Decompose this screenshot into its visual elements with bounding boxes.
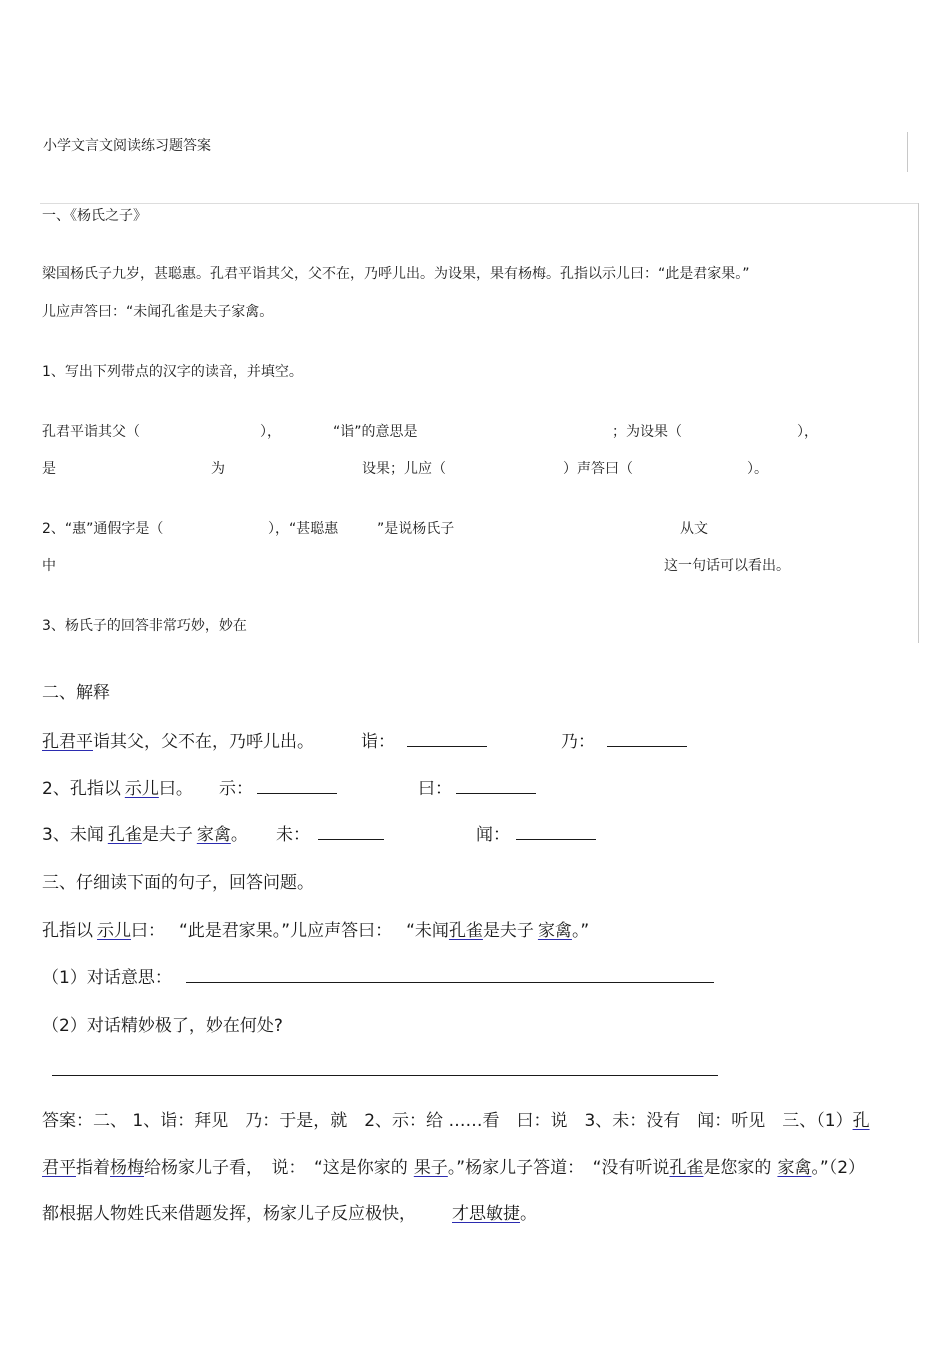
- underlined-term: 孔雀: [669, 1158, 704, 1178]
- page-border-top-right: [907, 132, 908, 172]
- passage-line-2: 儿应声答曰：“未闻孔雀是夫子家禽。: [42, 304, 274, 320]
- label-text: 诣：: [361, 732, 395, 752]
- answer-blank[interactable]: [186, 970, 714, 983]
- line-text: 。”: [571, 921, 590, 941]
- line-text: 曰：: [131, 921, 165, 941]
- line-text: 孔指以: [42, 921, 93, 941]
- explain-1-label-a: [361, 727, 487, 752]
- answer-blank[interactable]: [318, 827, 384, 840]
- answer-blank[interactable]: [607, 734, 687, 747]
- answer-line-1: [42, 1106, 870, 1131]
- label-text: 示：: [219, 779, 253, 799]
- answer-text: 指着: [76, 1158, 110, 1178]
- underlined-term: 孔雀: [448, 921, 483, 941]
- q2-part-b: ），“甚聪惠: [268, 521, 339, 537]
- passage-line-1: 梁国杨氏子九岁，甚聪惠。孔君平诣其父，父不在，乃呼儿出。为设果，果有杨梅。孔指以示儿曰：“此是君家果。”: [42, 266, 750, 282]
- underlined-term: 杨梅: [110, 1158, 144, 1178]
- dialogue-sentence: [42, 916, 589, 941]
- answer-blank[interactable]: [257, 781, 337, 794]
- underlined-term: 家禽: [537, 921, 572, 941]
- answer-text: 答案：二、 1、诣：拜见 乃：于是，就 2、示：给 ……看 曰：说 3、未：没有 闻：听见 三、（1）: [42, 1111, 853, 1131]
- explain-1-label-b: [561, 727, 687, 752]
- answer-line-2: [42, 1153, 865, 1178]
- label-text: 闻：: [476, 825, 510, 845]
- label-text: 未：: [276, 825, 310, 845]
- q1-part-d: ；为设果（: [612, 424, 682, 440]
- line-text: 3、未闻: [42, 825, 104, 845]
- underlined-term: 孔君平: [42, 732, 93, 752]
- sec3-question-1: [42, 963, 714, 988]
- answer-line-3: [42, 1199, 537, 1224]
- underlined-term: 家禽: [777, 1158, 812, 1178]
- line-text: 诣其父，父不在，乃呼儿出。: [93, 732, 314, 752]
- underlined-term: 果子: [413, 1158, 448, 1178]
- explain-line-3: [42, 820, 248, 845]
- line-text: 是夫子: [141, 825, 193, 845]
- q1-part-c: “诣”的意思是: [333, 424, 418, 440]
- q1-part-e: ），: [797, 424, 818, 440]
- q1-part-h: 设果；儿应（: [362, 461, 446, 477]
- line-text: 2、孔指以: [42, 779, 121, 799]
- label-text: 曰：: [418, 779, 452, 799]
- line-text: “此是君家果。”儿应声答曰：: [179, 921, 393, 941]
- line-text: 。: [230, 825, 248, 845]
- underlined-term: 示儿: [97, 921, 131, 941]
- section-3-heading: 三、仔细读下面的句子，回答问题。: [42, 873, 314, 893]
- frame-top-line: [40, 203, 918, 204]
- explain-2-label-a: [219, 774, 337, 799]
- explain-3-label-a: [276, 820, 384, 845]
- section-2-heading: 二、解释: [42, 683, 110, 703]
- explain-line-2: [42, 774, 193, 799]
- q1-part-j: ）。: [747, 461, 768, 477]
- explain-2-label-b: [418, 774, 536, 799]
- answer-blank[interactable]: [407, 734, 487, 747]
- section-1-heading: 一、《杨氏之子》: [42, 208, 147, 224]
- answer-blank[interactable]: [456, 781, 536, 794]
- q2-part-f: 这一句话可以看出。: [664, 558, 790, 574]
- line-text: 曰。: [158, 779, 193, 799]
- answer-text: 都根据人物姓氏来借题发挥，杨家儿子反应极快，: [42, 1204, 416, 1224]
- question-1: 1、写出下列带点的汉字的读音，并填空。: [42, 364, 303, 380]
- answer-text: 是您家的: [703, 1158, 772, 1178]
- label-text: （1）对话意思：: [42, 968, 172, 988]
- underlined-term: 孔: [852, 1111, 870, 1131]
- q2-part-c: ”是说杨氏子: [377, 521, 455, 537]
- underlined-term: 才思敏捷: [452, 1204, 520, 1224]
- q1-part-f: 是: [42, 461, 56, 477]
- q2-part-d: 从文: [680, 521, 708, 537]
- q1-part-a: 孔君平诣其父（: [42, 424, 140, 440]
- sec3-question-2: （2）对话精妙极了，妙在何处?: [42, 1016, 283, 1036]
- label-text: 乃：: [561, 732, 595, 752]
- underlined-term: 君平: [42, 1158, 76, 1178]
- underlined-term: 家禽: [196, 825, 231, 845]
- answer-text: 。”（2）: [811, 1158, 866, 1178]
- underlined-term: 孔雀: [107, 825, 142, 845]
- q2-part-e: 中: [42, 558, 56, 574]
- q1-part-g: 为: [211, 461, 225, 477]
- line-text: “未闻: [406, 921, 449, 941]
- answer-text: 。: [520, 1204, 537, 1224]
- underlined-term: 示儿: [124, 779, 159, 799]
- q1-part-b: ），: [260, 424, 281, 440]
- answer-blank[interactable]: [516, 827, 596, 840]
- answer-text: 给杨家儿子看， 说： “这是你家的: [144, 1158, 408, 1178]
- question-3: 3、杨氏子的回答非常巧妙，妙在: [42, 618, 247, 634]
- answer-blank-long[interactable]: [52, 1075, 718, 1076]
- answer-text: 。”杨家儿子答道： “没有听说: [447, 1158, 670, 1178]
- q2-part-a: 2、“惠”通假字是（: [42, 521, 164, 537]
- explain-3-label-b: [476, 820, 596, 845]
- document-title: 小学文言文阅读练习题答案: [43, 138, 211, 154]
- q1-part-i: ）声答曰（: [563, 461, 633, 477]
- explain-line-1: [42, 727, 314, 752]
- frame-right-line: [918, 203, 919, 643]
- line-text: 是夫子: [482, 921, 534, 941]
